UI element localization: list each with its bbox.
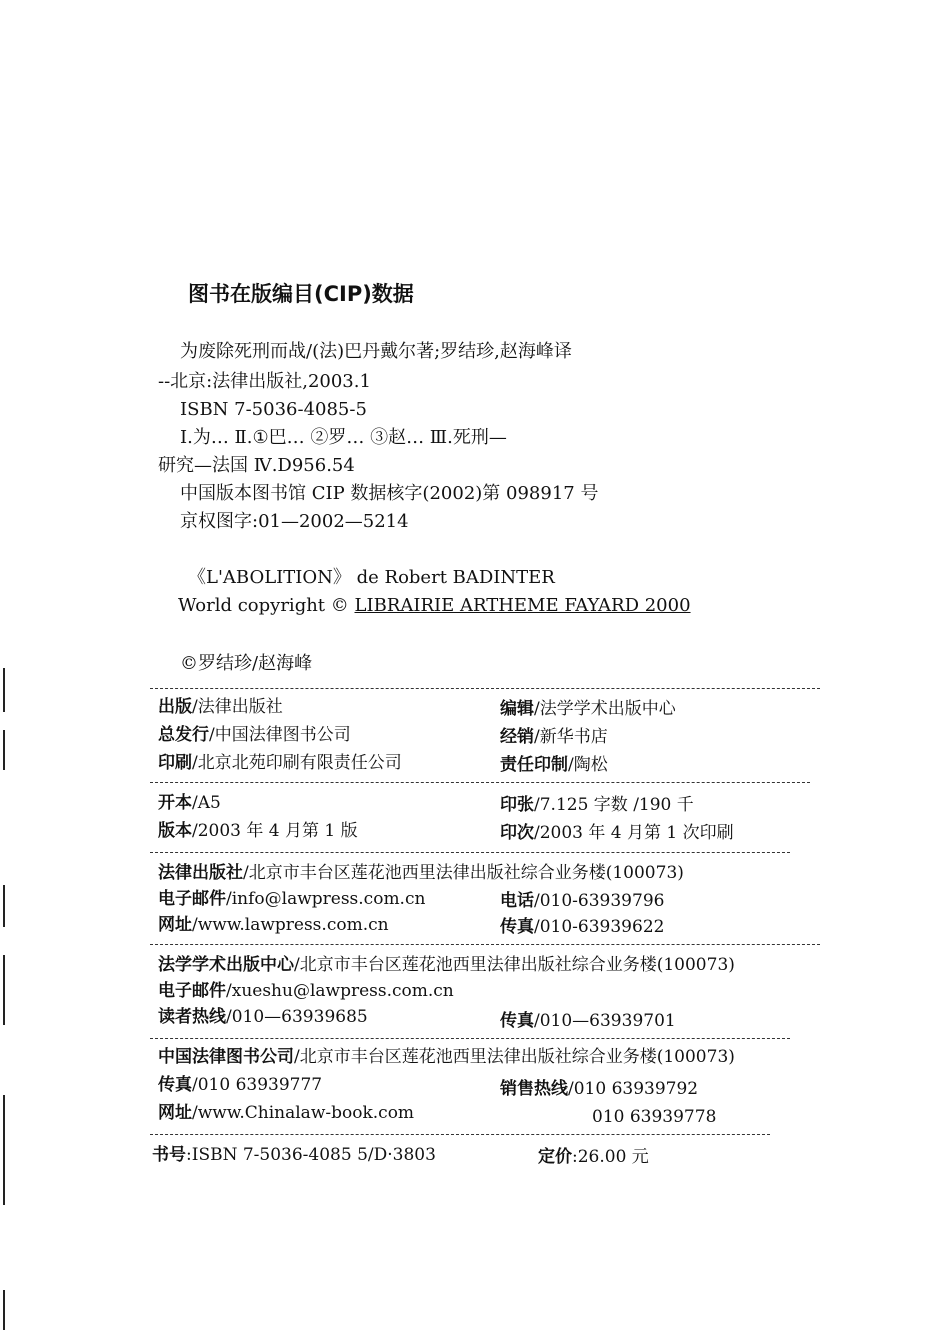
book-number-value: :ISBN 7-5036-4085 5/D·3803 [186, 1145, 436, 1165]
price-value: :26.00 元 [572, 1147, 649, 1167]
row-key: 网址 [158, 915, 192, 935]
bookco-fax-row [158, 1074, 322, 1096]
row-value: /2003 年 4 月第 1 次印刷 [534, 823, 734, 843]
row-value: /010—63939701 [534, 1011, 676, 1031]
row-value: /7.125 字数 /190 千 [534, 795, 694, 815]
price-key: 定价 [538, 1147, 572, 1167]
format-row [158, 792, 221, 814]
cip-heading: 图书在版编目(CIP)数据 [188, 282, 414, 306]
translator-copyright: ©罗结珍/赵海峰 [180, 653, 313, 674]
row-key: 传真 [500, 1011, 534, 1031]
cip-line-license: 京权图字:01—2002—5214 [180, 511, 409, 532]
sales-hotline-row [500, 1078, 698, 1100]
row-key: 开本 [158, 793, 192, 813]
distributor-row [158, 724, 351, 746]
row-value: /法学学术出版中心 [534, 699, 676, 719]
seller-row [500, 726, 608, 748]
row-value: /新华书店 [534, 727, 608, 747]
row-key: 电话 [500, 891, 534, 911]
row-value: /info@lawpress.com.cn [226, 889, 426, 909]
row-key: 经销 [500, 727, 534, 747]
press-email-row [158, 888, 425, 910]
row-value: /010 63939792 [568, 1079, 699, 1099]
row-value: /北京市丰台区莲花池西里法律出版社综合业务楼(100073) [243, 863, 684, 883]
original-title: 《L'ABOLITION》 de Robert BADINTER [188, 567, 555, 588]
scan-edge-mark [3, 1290, 5, 1330]
cip-line-cip-number: 中国版本图书馆 CIP 数据核字(2002)第 098917 号 [180, 483, 599, 504]
row-value: /北京市丰台区莲花池西里法律出版社综合业务楼(100073) [294, 1047, 735, 1067]
divider [150, 782, 810, 783]
print-manager-row [500, 754, 608, 776]
row-value: /A5 [192, 793, 221, 813]
cip-line-isbn: ISBN 7-5036-4085-5 [180, 399, 367, 420]
row-key: 版本 [158, 821, 192, 841]
scan-edge-mark [3, 885, 5, 927]
row-key: 传真 [158, 1075, 192, 1095]
original-publisher: LIBRAIRIE ARTHEME FAYARD 2000 [354, 595, 691, 616]
world-copyright-prefix: World copyright © [178, 595, 349, 616]
row-key: 印刷 [158, 753, 192, 773]
editor-row [500, 698, 676, 720]
row-key: 读者热线 [158, 1007, 226, 1027]
divider [150, 1134, 770, 1135]
printing-row [500, 822, 734, 844]
row-key: 传真 [500, 917, 534, 937]
scan-edge-mark [3, 1095, 5, 1205]
row-value: /www.lawpress.com.cn [192, 915, 389, 935]
academic-fax-row [500, 1010, 676, 1032]
row-value: /2003 年 4 月第 1 版 [192, 821, 358, 841]
bookco-address-row [158, 1046, 735, 1068]
cip-line-classification: 研究—法国 Ⅳ.D956.54 [158, 455, 355, 476]
edition-row [158, 820, 358, 842]
price-row [538, 1146, 649, 1168]
divider [150, 944, 820, 945]
row-value: /北京北苑印刷有限责任公司 [192, 753, 402, 773]
row-value: /法律出版社 [192, 697, 283, 717]
row-value: /陶松 [568, 755, 608, 775]
book-number-key: 书号 [152, 1145, 186, 1165]
sales-hotline-2-row: 010 63939778 [592, 1107, 717, 1127]
row-key: 中国法律图书公司 [158, 1047, 294, 1067]
row-value: /010-63939796 [534, 891, 665, 911]
cip-line-title: 为废除死刑而战/(法)巴丹戴尔著;罗结珍,赵海峰译 [180, 341, 572, 362]
scan-edge-mark [3, 955, 5, 1025]
bookco-web-row [158, 1102, 414, 1124]
row-value: /www.Chinalaw-book.com [192, 1103, 415, 1123]
row-key: 电子邮件 [158, 981, 226, 1001]
world-copyright [178, 594, 691, 618]
row-value: /北京市丰台区莲花池西里法律出版社综合业务楼(100073) [294, 955, 735, 975]
scan-edge-mark [3, 668, 5, 712]
row-key: 法学学术出版中心 [158, 955, 294, 975]
row-key: 责任印制 [500, 755, 568, 775]
printer-row [158, 752, 402, 774]
row-value: /010—63939685 [226, 1007, 368, 1027]
reader-hotline-row [158, 1006, 368, 1028]
row-value: /010-63939622 [534, 917, 665, 937]
row-key: 印次 [500, 823, 534, 843]
publisher-row [158, 696, 283, 718]
press-fax-row [500, 916, 664, 938]
row-key: 电子邮件 [158, 889, 226, 909]
academic-email-row [158, 980, 454, 1002]
row-value: /010 63939777 [192, 1075, 323, 1095]
row-value: /中国法律图书公司 [209, 725, 351, 745]
row-key: 出版 [158, 697, 192, 717]
row-value: /xueshu@lawpress.com.cn [226, 981, 454, 1001]
book-number-row [152, 1144, 436, 1166]
row-key: 总发行 [158, 725, 209, 745]
cip-line-subjects: Ⅰ.为… Ⅱ.①巴… ②罗… ③赵… Ⅲ.死刑— [180, 427, 507, 448]
divider [150, 852, 790, 853]
row-key: 网址 [158, 1103, 192, 1123]
row-key: 编辑 [500, 699, 534, 719]
row-key: 销售热线 [500, 1079, 568, 1099]
divider [150, 688, 820, 689]
press-phone-row [500, 890, 664, 912]
cip-line-publisher: --北京:法律出版社,2003.1 [158, 371, 371, 392]
row-key: 印张 [500, 795, 534, 815]
press-web-row [158, 914, 389, 936]
row-key: 法律出版社 [158, 863, 243, 883]
academic-address-row [158, 954, 735, 976]
press-address-row [158, 862, 684, 884]
divider [150, 1038, 790, 1039]
sheets-row [500, 794, 694, 816]
scan-edge-mark [3, 730, 5, 770]
